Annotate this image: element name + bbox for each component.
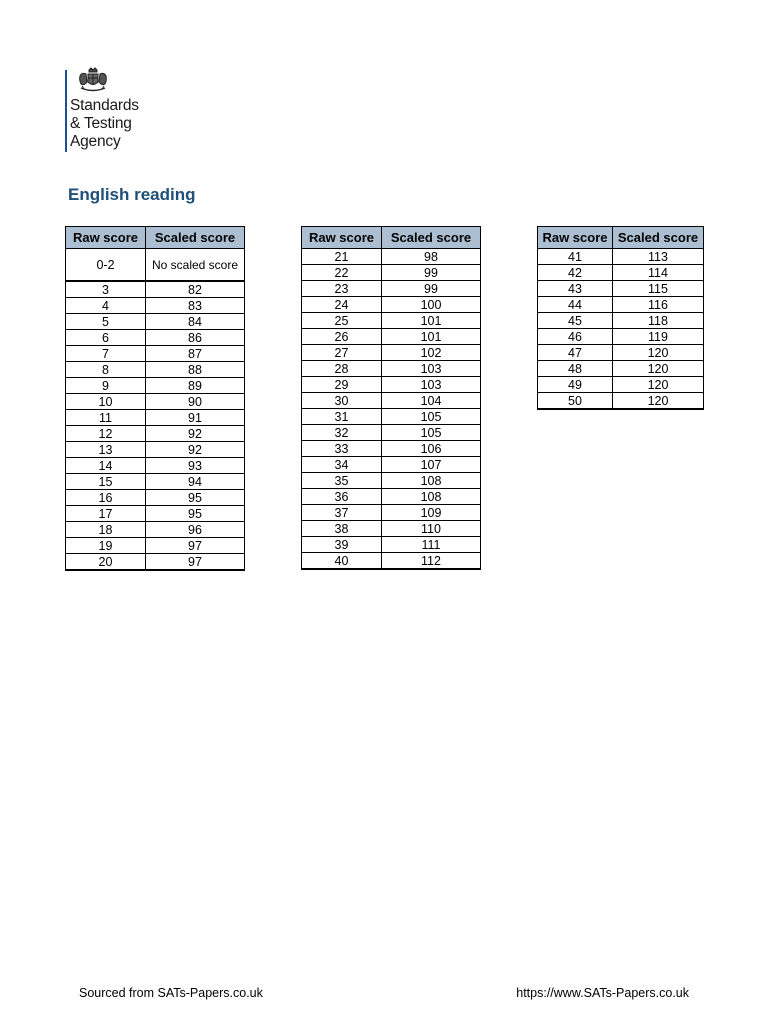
table-row — [302, 281, 481, 297]
table-row — [302, 441, 481, 457]
raw-score-cell: 37 — [302, 505, 382, 521]
raw-score-cell: 3 — [66, 281, 146, 298]
raw-score-cell: 49 — [538, 377, 613, 393]
logo-line-2: & Testing — [70, 115, 132, 132]
scaled-score-cell: 120 — [613, 361, 704, 377]
raw-score-header: Raw score — [302, 227, 382, 249]
table-row — [66, 522, 245, 538]
table-row — [302, 473, 481, 489]
table-row — [538, 361, 704, 377]
raw-score-cell: 21 — [302, 249, 382, 265]
table-row — [538, 393, 704, 410]
raw-score-cell: 9 — [66, 378, 146, 394]
raw-score-cell: 31 — [302, 409, 382, 425]
table-row — [66, 330, 245, 346]
scaled-score-cell: 92 — [146, 426, 245, 442]
scaled-score-cell: 104 — [382, 393, 481, 409]
scaled-score-cell: 105 — [382, 409, 481, 425]
table-row — [302, 361, 481, 377]
royal-coat-of-arms-icon — [76, 66, 110, 94]
table-row — [538, 297, 704, 313]
footer-source: Sourced from SATs-Papers.co.uk — [79, 986, 263, 1000]
raw-score-cell: 26 — [302, 329, 382, 345]
table-row — [302, 521, 481, 537]
raw-score-cell: 16 — [66, 490, 146, 506]
scaled-score-cell: 94 — [146, 474, 245, 490]
raw-score-cell: 46 — [538, 329, 613, 345]
scaled-score-cell: 99 — [382, 281, 481, 297]
raw-score-cell: 47 — [538, 345, 613, 361]
table-row — [66, 426, 245, 442]
table-row — [302, 553, 481, 570]
raw-score-cell: 42 — [538, 265, 613, 281]
raw-score-header: Raw score — [66, 227, 146, 249]
raw-score-cell: 43 — [538, 281, 613, 297]
scaled-score-cell: 95 — [146, 490, 245, 506]
page-title: English reading — [68, 185, 196, 204]
table-row — [302, 505, 481, 521]
raw-score-cell: 36 — [302, 489, 382, 505]
table-row — [538, 249, 704, 265]
raw-score-cell: 25 — [302, 313, 382, 329]
raw-score-cell: 6 — [66, 330, 146, 346]
table-row — [302, 265, 481, 281]
raw-score-cell: 22 — [302, 265, 382, 281]
scaled-score-cell: 105 — [382, 425, 481, 441]
raw-score-cell: 33 — [302, 441, 382, 457]
score-table-3 — [537, 226, 704, 410]
table-row — [66, 506, 245, 522]
scaled-score-cell: 91 — [146, 410, 245, 426]
raw-score-cell: 5 — [66, 314, 146, 330]
raw-score-cell: 19 — [66, 538, 146, 554]
raw-score-cell: 11 — [66, 410, 146, 426]
raw-score-header: Raw score — [538, 227, 613, 249]
scaled-score-cell: 114 — [613, 265, 704, 281]
scaled-score-cell: 87 — [146, 346, 245, 362]
scaled-score-cell: 119 — [613, 329, 704, 345]
table-row — [66, 474, 245, 490]
scaled-score-cell: 83 — [146, 298, 245, 314]
logo-line-1: Standards — [70, 97, 139, 114]
score-table-2 — [301, 226, 481, 570]
scaled-score-cell: 107 — [382, 457, 481, 473]
scaled-score-cell: 84 — [146, 314, 245, 330]
scaled-score-cell: 120 — [613, 345, 704, 361]
raw-score-cell: 27 — [302, 345, 382, 361]
scaled-score-cell: 82 — [146, 281, 245, 298]
scaled-score-cell: 86 — [146, 330, 245, 346]
raw-score-cell: 35 — [302, 473, 382, 489]
raw-score-cell: 29 — [302, 377, 382, 393]
table-row — [302, 249, 481, 265]
scaled-score-cell: 95 — [146, 506, 245, 522]
scaled-score-cell: 115 — [613, 281, 704, 297]
scaled-score-cell: 89 — [146, 378, 245, 394]
table-row — [302, 409, 481, 425]
table-row — [302, 425, 481, 441]
raw-score-cell: 39 — [302, 537, 382, 553]
table-row — [538, 345, 704, 361]
raw-score-cell: 45 — [538, 313, 613, 329]
table-row — [302, 297, 481, 313]
scaled-score-cell: 120 — [613, 393, 704, 410]
raw-score-cell: 12 — [66, 426, 146, 442]
table-row — [66, 490, 245, 506]
scaled-score-cell: 118 — [613, 313, 704, 329]
table-row — [66, 410, 245, 426]
scaled-score-cell: 88 — [146, 362, 245, 378]
scaled-score-cell: 92 — [146, 442, 245, 458]
scaled-score-cell: 120 — [613, 377, 704, 393]
raw-score-cell: 0-2 — [66, 249, 146, 282]
scaled-score-cell: 108 — [382, 489, 481, 505]
table-row — [302, 329, 481, 345]
logo-wordmark — [70, 97, 139, 151]
scaled-score-cell: 111 — [382, 537, 481, 553]
scaled-score-cell: 97 — [146, 554, 245, 571]
table-row — [302, 345, 481, 361]
raw-score-cell: 24 — [302, 297, 382, 313]
scaled-score-cell: 98 — [382, 249, 481, 265]
raw-score-cell: 30 — [302, 393, 382, 409]
scaled-score-cell: 113 — [613, 249, 704, 265]
table-row — [66, 314, 245, 330]
table-row — [66, 362, 245, 378]
raw-score-cell: 17 — [66, 506, 146, 522]
scaled-score-cell: 101 — [382, 329, 481, 345]
raw-score-cell: 14 — [66, 458, 146, 474]
scaled-score-header: Scaled score — [613, 227, 704, 249]
table-header-row — [538, 227, 704, 249]
scaled-score-cell: 99 — [382, 265, 481, 281]
raw-score-cell: 38 — [302, 521, 382, 537]
scaled-score-cell: 93 — [146, 458, 245, 474]
table-row — [66, 346, 245, 362]
table-row — [66, 249, 245, 282]
table-row — [66, 554, 245, 571]
scaled-score-cell: 106 — [382, 441, 481, 457]
logo-line-3: Agency — [70, 133, 121, 150]
raw-score-cell: 50 — [538, 393, 613, 410]
table-row — [538, 313, 704, 329]
sta-logo — [64, 66, 160, 154]
table-header-row — [66, 227, 245, 249]
scaled-score-header: Scaled score — [146, 227, 245, 249]
scaled-score-cell: 102 — [382, 345, 481, 361]
table-row — [66, 281, 245, 298]
raw-score-cell: 8 — [66, 362, 146, 378]
scaled-score-cell: 97 — [146, 538, 245, 554]
logo-bar — [65, 70, 67, 152]
table-row — [302, 313, 481, 329]
raw-score-cell: 34 — [302, 457, 382, 473]
raw-score-cell: 23 — [302, 281, 382, 297]
table-row — [66, 378, 245, 394]
table-row — [538, 377, 704, 393]
raw-score-cell: 44 — [538, 297, 613, 313]
raw-score-cell: 7 — [66, 346, 146, 362]
raw-score-cell: 18 — [66, 522, 146, 538]
scaled-score-cell: 103 — [382, 377, 481, 393]
scaled-score-cell: 101 — [382, 313, 481, 329]
table-header-row — [302, 227, 481, 249]
table-row — [66, 394, 245, 410]
table-row — [538, 329, 704, 345]
scaled-score-cell: 112 — [382, 553, 481, 570]
scaled-score-cell: No scaled score — [146, 249, 245, 282]
raw-score-cell: 13 — [66, 442, 146, 458]
table-row — [538, 281, 704, 297]
table-row — [538, 265, 704, 281]
table-row — [302, 377, 481, 393]
raw-score-cell: 15 — [66, 474, 146, 490]
score-table-1 — [65, 226, 245, 571]
scaled-score-cell: 100 — [382, 297, 481, 313]
table-row — [66, 538, 245, 554]
footer-url: https://www.SATs-Papers.co.uk — [516, 986, 689, 1000]
table-row — [302, 457, 481, 473]
table-row — [302, 393, 481, 409]
table-row — [66, 298, 245, 314]
table-row — [302, 537, 481, 553]
scaled-score-cell: 103 — [382, 361, 481, 377]
scaled-score-cell: 108 — [382, 473, 481, 489]
raw-score-cell: 20 — [66, 554, 146, 571]
raw-score-cell: 41 — [538, 249, 613, 265]
table-row — [302, 489, 481, 505]
raw-score-cell: 32 — [302, 425, 382, 441]
table-row — [66, 458, 245, 474]
raw-score-cell: 4 — [66, 298, 146, 314]
raw-score-cell: 48 — [538, 361, 613, 377]
scaled-score-cell: 96 — [146, 522, 245, 538]
raw-score-cell: 10 — [66, 394, 146, 410]
scaled-score-cell: 90 — [146, 394, 245, 410]
scaled-score-header: Scaled score — [382, 227, 481, 249]
raw-score-cell: 40 — [302, 553, 382, 570]
scaled-score-cell: 110 — [382, 521, 481, 537]
raw-score-cell: 28 — [302, 361, 382, 377]
table-row — [66, 442, 245, 458]
scaled-score-cell: 109 — [382, 505, 481, 521]
scaled-score-cell: 116 — [613, 297, 704, 313]
